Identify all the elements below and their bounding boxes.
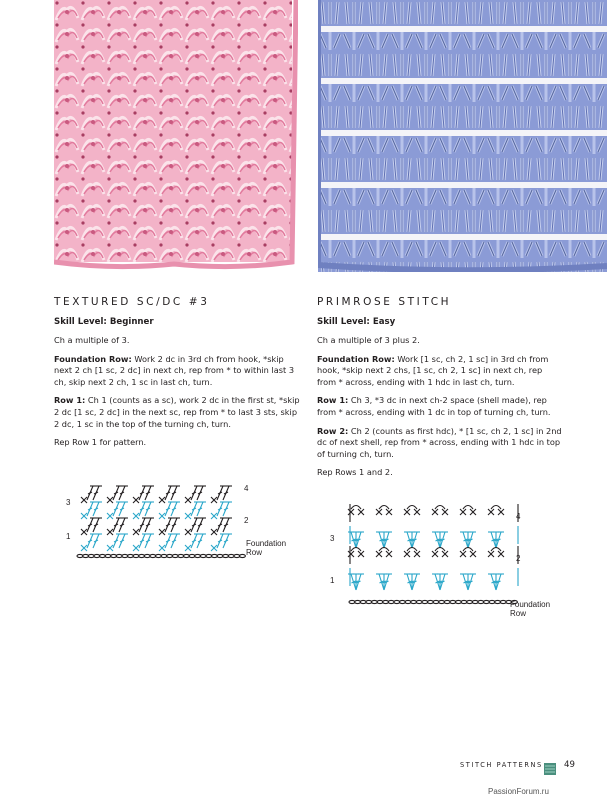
foundation-row-text: Work 2 dc in 3rd ch from hook, *skip next 2 ch [1 sc, 2 dc] in next ch, rep from * to within last 3 ch, skip next 2 ch, 1 sc in last ch, turn.: [54, 353, 295, 387]
row-number-2: 2: [516, 554, 521, 563]
textured-sc-dc-column: [54, 296, 304, 456]
textured-sc-dc-swatch-photo: [54, 0, 298, 272]
repeat-note: Rep Row 1 for pattern.: [54, 437, 147, 448]
chain-multiple: Ch a multiple of 3.: [54, 335, 130, 345]
row-2-text: Ch 2 (counts as first hdc), * [1 sc, ch 2, 1 sc] in 2nd dc of next shell, rep from * across, ending with 1 hdc in top of turning ch, turn.: [317, 425, 562, 459]
row-number-3: 3: [330, 534, 335, 543]
foundation-row-text: Work [1 sc, ch 2, 1 sc] in 3rd ch from hook, *skip next 2 chs, [1 sc, ch 2, 1 sc] in next ch, rep from * across, ending with 1 hdc in last ch, turn.: [317, 353, 549, 387]
row-number-2: 2: [244, 516, 249, 525]
pattern-title-textured-sc-dc: TEXTURED SC/DC #3: [54, 296, 210, 308]
row-1-instructions: [317, 395, 563, 418]
pattern-title-primrose-stitch: PRIMROSE STITCH: [317, 296, 452, 308]
row-number-3: 3: [66, 498, 71, 507]
swatch-thumbnail-icon: [544, 760, 556, 772]
page-number: 49: [564, 760, 575, 770]
skill-level: Skill Level: Easy: [317, 317, 396, 327]
row-2-label: Row 2:: [317, 425, 349, 436]
row-1-instructions: [54, 395, 304, 430]
site-watermark: PassionForum.ru: [488, 787, 549, 796]
row-number-4: 4: [516, 512, 521, 521]
foundation-row-label: Foundation Row:: [317, 353, 395, 364]
foundation-row-label: Foundation: [246, 539, 287, 548]
section-name: STITCH PATTERNS: [460, 761, 543, 769]
chain-multiple: Ch a multiple of 3 plus 2.: [317, 335, 420, 345]
textured-sc-dc-stitch-diagram: [64, 476, 300, 566]
primrose-stitch-column: [317, 296, 563, 486]
row-1-text: Ch 1 (counts as a sc), work 2 dc in the first st, *skip 2 dc [1 sc, 2 dc] in the next sc, rep from * to last 3 sts, skip 2 dc, 1 sc in the top of the turning ch, turn.: [54, 395, 300, 429]
repeat-note: Rep Rows 1 and 2.: [317, 467, 393, 478]
row-1-label: Row 1:: [54, 395, 86, 406]
page-footer: [460, 759, 590, 773]
foundation-row-label-line2: Row: [246, 548, 263, 557]
foundation-row-label-line2: Row: [510, 609, 527, 618]
primrose-stitch-swatch-photo: [318, 0, 607, 272]
row-number-1: 1: [330, 576, 335, 585]
foundation-row-instructions: [317, 354, 563, 389]
foundation-row-instructions: [54, 354, 304, 389]
foundation-row-label: Foundation: [510, 600, 551, 609]
row-number-1: 1: [66, 532, 71, 541]
row-1-label: Row 1:: [317, 395, 349, 406]
row-number-4: 4: [244, 484, 249, 493]
skill-level: Skill Level: Beginner: [54, 317, 154, 327]
row-2-instructions: [317, 426, 563, 461]
primrose-stitch-diagram: [322, 492, 558, 622]
row-1-text: Ch 3, *3 dc in next ch-2 space (shell made), rep from * across, ending with 1 dc in top of turning ch, turn.: [317, 395, 551, 417]
foundation-row-label: Foundation Row:: [54, 353, 132, 364]
